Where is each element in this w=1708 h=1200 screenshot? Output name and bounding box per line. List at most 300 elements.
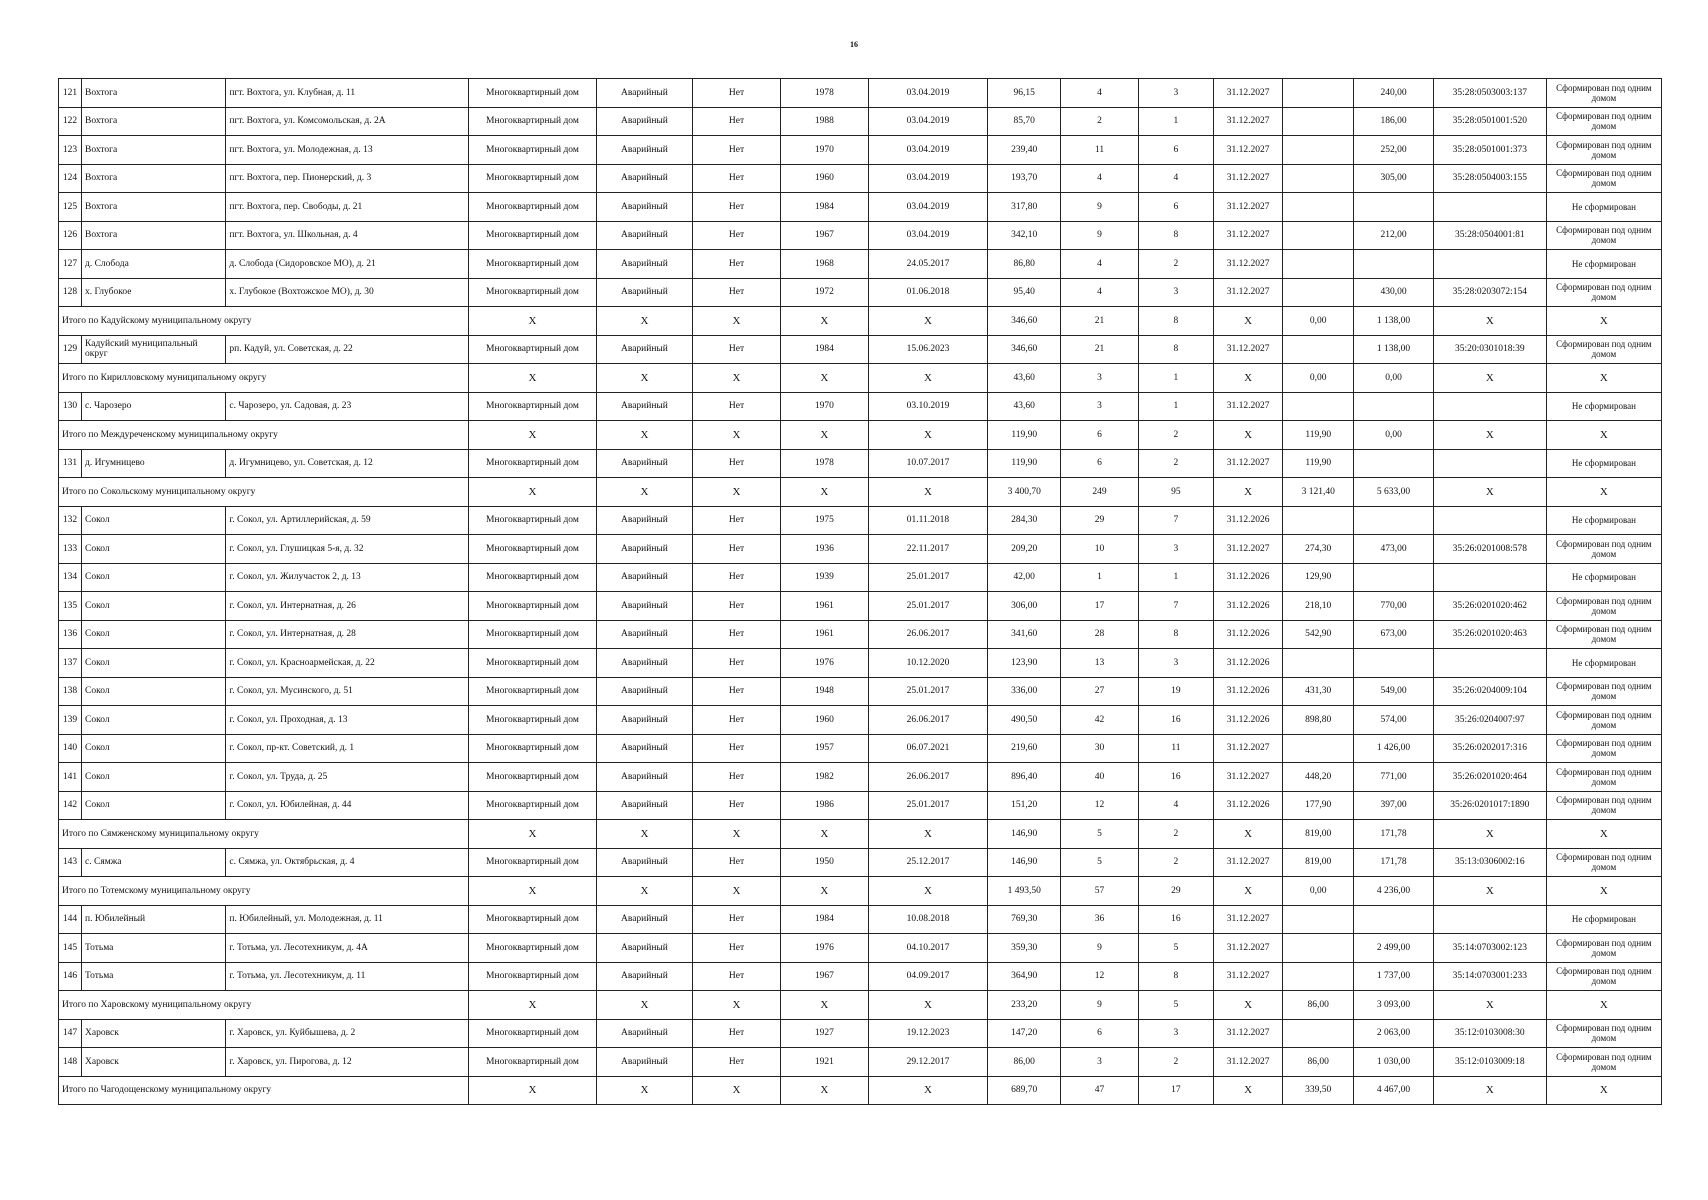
- premises-cell: 16: [1138, 706, 1213, 735]
- value-a-cell: [1283, 221, 1354, 250]
- subtotal-value-a: 119,90: [1283, 421, 1354, 450]
- not-applicable-mark: X: [469, 307, 597, 336]
- not-applicable-mark: X: [693, 1076, 781, 1105]
- residents-cell: 9: [1061, 221, 1138, 250]
- residents-cell: 40: [1061, 763, 1138, 792]
- year-built-cell: 1921: [780, 1048, 868, 1077]
- premises-cell: 6: [1138, 193, 1213, 222]
- deadline-cell: 31.12.2027: [1214, 1048, 1283, 1077]
- status-cell: Аварийный: [596, 1019, 692, 1048]
- not-applicable-mark: X: [868, 307, 987, 336]
- not-applicable-mark: X: [868, 421, 987, 450]
- status-cell: Аварийный: [596, 221, 692, 250]
- building-type-cell: Многоквартирный дом: [469, 535, 597, 564]
- residents-cell: 28: [1061, 620, 1138, 649]
- subtotal-value-a: 3 121,40: [1283, 478, 1354, 507]
- land-plot-status-cell: Сформирован под одним домом: [1546, 221, 1661, 250]
- program-flag-cell: Нет: [693, 79, 781, 108]
- residents-cell: 2: [1061, 107, 1138, 136]
- premises-cell: 2: [1138, 848, 1213, 877]
- area-cell: 341,60: [988, 620, 1061, 649]
- value-a-cell: [1283, 649, 1354, 678]
- value-a-cell: [1283, 506, 1354, 535]
- not-applicable-mark: X: [693, 364, 781, 393]
- status-cell: Аварийный: [596, 791, 692, 820]
- area-cell: 346,60: [988, 335, 1061, 364]
- table-row: [59, 563, 1662, 592]
- deadline-cell: 31.12.2027: [1214, 1019, 1283, 1048]
- recognition-date-cell: 03.04.2019: [868, 79, 987, 108]
- table-row: [59, 934, 1662, 963]
- not-applicable-mark: X: [469, 820, 597, 849]
- recognition-date-cell: 29.12.2017: [868, 1048, 987, 1077]
- cadastral-number-cell: 35:26:0201008:578: [1433, 535, 1546, 564]
- cadastral-number-cell: 35:26:0202017:316: [1433, 734, 1546, 763]
- subtotal-premises: 29: [1138, 877, 1213, 906]
- municipality-cell: п. Юбилейный: [82, 905, 226, 934]
- subtotal-row: [59, 478, 1662, 507]
- subtotal-residents: 47: [1061, 1076, 1138, 1105]
- value-a-cell: [1283, 934, 1354, 963]
- premises-cell: 3: [1138, 278, 1213, 307]
- not-applicable-mark: X: [1214, 421, 1283, 450]
- value-b-cell: [1354, 506, 1434, 535]
- table-row: [59, 848, 1662, 877]
- deadline-cell: 31.12.2027: [1214, 848, 1283, 877]
- land-plot-status-cell: Не сформирован: [1546, 506, 1661, 535]
- building-type-cell: Многоквартирный дом: [469, 164, 597, 193]
- building-type-cell: Многоквартирный дом: [469, 107, 597, 136]
- building-type-cell: Многоквартирный дом: [469, 278, 597, 307]
- deadline-cell: 31.12.2027: [1214, 136, 1283, 165]
- not-applicable-mark: X: [596, 820, 692, 849]
- value-b-cell: 549,00: [1354, 677, 1434, 706]
- value-a-cell: [1283, 107, 1354, 136]
- table-row: [59, 649, 1662, 678]
- status-cell: Аварийный: [596, 706, 692, 735]
- cadastral-number-cell: [1433, 250, 1546, 279]
- premises-cell: 8: [1138, 962, 1213, 991]
- building-type-cell: Многоквартирный дом: [469, 449, 597, 478]
- recognition-date-cell: 26.06.2017: [868, 620, 987, 649]
- building-type-cell: Многоквартирный дом: [469, 221, 597, 250]
- area-cell: 359,30: [988, 934, 1061, 963]
- year-built-cell: 1957: [780, 734, 868, 763]
- value-a-cell: 542,90: [1283, 620, 1354, 649]
- not-applicable-mark: X: [1433, 421, 1546, 450]
- cadastral-number-cell: 35:14:0703002:123: [1433, 934, 1546, 963]
- residents-cell: 17: [1061, 592, 1138, 621]
- area-cell: 86,80: [988, 250, 1061, 279]
- residents-cell: 3: [1061, 392, 1138, 421]
- status-cell: Аварийный: [596, 392, 692, 421]
- building-type-cell: Многоквартирный дом: [469, 734, 597, 763]
- municipality-cell: Тотьма: [82, 934, 226, 963]
- program-flag-cell: Нет: [693, 164, 781, 193]
- program-flag-cell: Нет: [693, 107, 781, 136]
- status-cell: Аварийный: [596, 136, 692, 165]
- premises-cell: 2: [1138, 449, 1213, 478]
- land-plot-status-cell: Сформирован под одним домом: [1546, 535, 1661, 564]
- value-b-cell: 1 030,00: [1354, 1048, 1434, 1077]
- row-number: 128: [59, 278, 82, 307]
- not-applicable-mark: X: [1433, 364, 1546, 393]
- land-plot-status-cell: Сформирован под одним домом: [1546, 791, 1661, 820]
- cadastral-number-cell: 35:12:0103008:30: [1433, 1019, 1546, 1048]
- not-applicable-mark: X: [1214, 877, 1283, 906]
- cadastral-number-cell: 35:28:0203072:154: [1433, 278, 1546, 307]
- building-type-cell: Многоквартирный дом: [469, 649, 597, 678]
- address-cell: пгт. Вохтога, пер. Свободы, д. 21: [226, 193, 469, 222]
- residents-cell: 10: [1061, 535, 1138, 564]
- table-row: [59, 278, 1662, 307]
- residents-cell: 4: [1061, 250, 1138, 279]
- recognition-date-cell: 26.06.2017: [868, 706, 987, 735]
- building-type-cell: Многоквартирный дом: [469, 250, 597, 279]
- not-applicable-mark: X: [693, 478, 781, 507]
- recognition-date-cell: 22.11.2017: [868, 535, 987, 564]
- area-cell: 147,20: [988, 1019, 1061, 1048]
- area-cell: 336,00: [988, 677, 1061, 706]
- subtotal-row: [59, 364, 1662, 393]
- land-plot-status-cell: Сформирован под одним домом: [1546, 592, 1661, 621]
- municipality-cell: Сокол: [82, 592, 226, 621]
- row-number: 131: [59, 449, 82, 478]
- row-number: 123: [59, 136, 82, 165]
- recognition-date-cell: 25.01.2017: [868, 791, 987, 820]
- cadastral-number-cell: 35:26:0204009:104: [1433, 677, 1546, 706]
- subtotal-value-b: 171,78: [1354, 820, 1434, 849]
- subtotal-area: 43,60: [988, 364, 1061, 393]
- premises-cell: 5: [1138, 934, 1213, 963]
- land-plot-status-cell: Не сформирован: [1546, 193, 1661, 222]
- subtotal-area: 3 400,70: [988, 478, 1061, 507]
- municipality-cell: Сокол: [82, 535, 226, 564]
- deadline-cell: 31.12.2027: [1214, 535, 1283, 564]
- municipality-cell: Харовск: [82, 1019, 226, 1048]
- value-b-cell: [1354, 649, 1434, 678]
- program-flag-cell: Нет: [693, 335, 781, 364]
- municipality-cell: Вохтога: [82, 136, 226, 165]
- subtotal-residents: 9: [1061, 991, 1138, 1020]
- address-cell: г. Харовск, ул. Пирогова, д. 12: [226, 1048, 469, 1077]
- status-cell: Аварийный: [596, 763, 692, 792]
- year-built-cell: 1986: [780, 791, 868, 820]
- subtotal-value-b: 0,00: [1354, 364, 1434, 393]
- value-b-cell: 252,00: [1354, 136, 1434, 165]
- land-plot-status-cell: Сформирован под одним домом: [1546, 962, 1661, 991]
- value-b-cell: 770,00: [1354, 592, 1434, 621]
- subtotal-premises: 1: [1138, 364, 1213, 393]
- residents-cell: 5: [1061, 848, 1138, 877]
- value-a-cell: [1283, 335, 1354, 364]
- subtotal-value-b: 0,00: [1354, 421, 1434, 450]
- land-plot-status-cell: Сформирован под одним домом: [1546, 706, 1661, 735]
- row-number: 125: [59, 193, 82, 222]
- table-row: [59, 763, 1662, 792]
- table-row: [59, 221, 1662, 250]
- residents-cell: 11: [1061, 136, 1138, 165]
- program-flag-cell: Нет: [693, 535, 781, 564]
- year-built-cell: 1936: [780, 535, 868, 564]
- subtotal-area: 1 493,50: [988, 877, 1061, 906]
- deadline-cell: 31.12.2027: [1214, 107, 1283, 136]
- municipality-cell: Сокол: [82, 677, 226, 706]
- status-cell: Аварийный: [596, 193, 692, 222]
- year-built-cell: 1970: [780, 136, 868, 165]
- land-plot-status-cell: Сформирован под одним домом: [1546, 136, 1661, 165]
- not-applicable-mark: X: [1433, 877, 1546, 906]
- not-applicable-mark: X: [1546, 820, 1661, 849]
- subtotal-residents: 5: [1061, 820, 1138, 849]
- residents-cell: 4: [1061, 278, 1138, 307]
- not-applicable-mark: X: [1546, 1076, 1661, 1105]
- address-cell: г. Сокол, ул. Интернатная, д. 26: [226, 592, 469, 621]
- status-cell: Аварийный: [596, 677, 692, 706]
- subtotal-area: 119,90: [988, 421, 1061, 450]
- municipality-cell: Сокол: [82, 506, 226, 535]
- area-cell: 209,20: [988, 535, 1061, 564]
- status-cell: Аварийный: [596, 449, 692, 478]
- status-cell: Аварийный: [596, 848, 692, 877]
- year-built-cell: 1975: [780, 506, 868, 535]
- subtotal-value-a: 0,00: [1283, 364, 1354, 393]
- recognition-date-cell: 03.04.2019: [868, 164, 987, 193]
- area-cell: 193,70: [988, 164, 1061, 193]
- address-cell: г. Харовск, ул. Куйбышева, д. 2: [226, 1019, 469, 1048]
- subtotal-value-b: 5 633,00: [1354, 478, 1434, 507]
- municipality-cell: Сокол: [82, 620, 226, 649]
- table-row: [59, 620, 1662, 649]
- year-built-cell: 1970: [780, 392, 868, 421]
- municipality-cell: д. Слобода: [82, 250, 226, 279]
- table-row: [59, 791, 1662, 820]
- cadastral-number-cell: [1433, 506, 1546, 535]
- year-built-cell: 1927: [780, 1019, 868, 1048]
- deadline-cell: 31.12.2027: [1214, 934, 1283, 963]
- subtotal-premises: 95: [1138, 478, 1213, 507]
- subtotal-residents: 3: [1061, 364, 1138, 393]
- value-b-cell: 574,00: [1354, 706, 1434, 735]
- year-built-cell: 1960: [780, 164, 868, 193]
- cadastral-number-cell: [1433, 449, 1546, 478]
- program-flag-cell: Нет: [693, 962, 781, 991]
- deadline-cell: 31.12.2026: [1214, 592, 1283, 621]
- address-cell: г. Сокол, ул. Проходная, д. 13: [226, 706, 469, 735]
- table-row: [59, 905, 1662, 934]
- premises-cell: 6: [1138, 136, 1213, 165]
- status-cell: Аварийный: [596, 905, 692, 934]
- deadline-cell: 31.12.2027: [1214, 250, 1283, 279]
- land-plot-status-cell: Не сформирован: [1546, 449, 1661, 478]
- program-flag-cell: Нет: [693, 136, 781, 165]
- building-type-cell: Многоквартирный дом: [469, 392, 597, 421]
- status-cell: Аварийный: [596, 278, 692, 307]
- year-built-cell: 1967: [780, 962, 868, 991]
- recognition-date-cell: 25.12.2017: [868, 848, 987, 877]
- premises-cell: 4: [1138, 791, 1213, 820]
- land-plot-status-cell: Не сформирован: [1546, 905, 1661, 934]
- value-b-cell: [1354, 449, 1434, 478]
- status-cell: Аварийный: [596, 1048, 692, 1077]
- row-number: 130: [59, 392, 82, 421]
- land-plot-status-cell: Не сформирован: [1546, 563, 1661, 592]
- row-number: 126: [59, 221, 82, 250]
- municipality-cell: Вохтога: [82, 164, 226, 193]
- municipality-cell: с. Чарозеро: [82, 392, 226, 421]
- subtotal-label: Итого по Кирилловскому муниципальному округу: [59, 364, 469, 393]
- area-cell: 151,20: [988, 791, 1061, 820]
- recognition-date-cell: 01.06.2018: [868, 278, 987, 307]
- recognition-date-cell: 10.08.2018: [868, 905, 987, 934]
- municipality-cell: Вохтога: [82, 221, 226, 250]
- municipality-cell: Харовск: [82, 1048, 226, 1077]
- municipality-cell: д. Игумницево: [82, 449, 226, 478]
- address-cell: г. Тотьма, ул. Лесотехникум, д. 11: [226, 962, 469, 991]
- program-flag-cell: Нет: [693, 734, 781, 763]
- row-number: 134: [59, 563, 82, 592]
- not-applicable-mark: X: [780, 307, 868, 336]
- table-row: [59, 392, 1662, 421]
- area-cell: 96,15: [988, 79, 1061, 108]
- subtotal-residents: 249: [1061, 478, 1138, 507]
- address-cell: рп. Кадуй, ул. Советская, д. 22: [226, 335, 469, 364]
- program-flag-cell: Нет: [693, 1048, 781, 1077]
- value-a-cell: [1283, 962, 1354, 991]
- subtotal-residents: 21: [1061, 307, 1138, 336]
- building-type-cell: Многоквартирный дом: [469, 592, 597, 621]
- row-number: 137: [59, 649, 82, 678]
- value-a-cell: 898,80: [1283, 706, 1354, 735]
- value-a-cell: 177,90: [1283, 791, 1354, 820]
- municipality-cell: Вохтога: [82, 79, 226, 108]
- recognition-date-cell: 03.04.2019: [868, 136, 987, 165]
- area-cell: 95,40: [988, 278, 1061, 307]
- land-plot-status-cell: Сформирован под одним домом: [1546, 620, 1661, 649]
- year-built-cell: 1972: [780, 278, 868, 307]
- table-row: [59, 1019, 1662, 1048]
- address-cell: с. Чарозеро, ул. Садовая, д. 23: [226, 392, 469, 421]
- address-cell: г. Сокол, ул. Интернатная, д. 28: [226, 620, 469, 649]
- area-cell: 284,30: [988, 506, 1061, 535]
- subtotal-residents: 57: [1061, 877, 1138, 906]
- status-cell: Аварийный: [596, 164, 692, 193]
- area-cell: 239,40: [988, 136, 1061, 165]
- status-cell: Аварийный: [596, 79, 692, 108]
- area-cell: 306,00: [988, 592, 1061, 621]
- residents-cell: 6: [1061, 449, 1138, 478]
- row-number: 121: [59, 79, 82, 108]
- building-type-cell: Многоквартирный дом: [469, 193, 597, 222]
- building-type-cell: Многоквартирный дом: [469, 706, 597, 735]
- building-type-cell: Многоквартирный дом: [469, 136, 597, 165]
- not-applicable-mark: X: [1546, 478, 1661, 507]
- address-cell: х. Глубокое (Вохтожское МО), д. 30: [226, 278, 469, 307]
- value-a-cell: 274,30: [1283, 535, 1354, 564]
- table-row: [59, 506, 1662, 535]
- not-applicable-mark: X: [1546, 991, 1661, 1020]
- program-flag-cell: Нет: [693, 221, 781, 250]
- not-applicable-mark: X: [1546, 877, 1661, 906]
- premises-cell: 3: [1138, 1019, 1213, 1048]
- year-built-cell: 1939: [780, 563, 868, 592]
- building-type-cell: Многоквартирный дом: [469, 620, 597, 649]
- subtotal-value-b: 4 467,00: [1354, 1076, 1434, 1105]
- not-applicable-mark: X: [1214, 307, 1283, 336]
- value-b-cell: 305,00: [1354, 164, 1434, 193]
- municipality-cell: Вохтога: [82, 193, 226, 222]
- status-cell: Аварийный: [596, 107, 692, 136]
- status-cell: Аварийный: [596, 592, 692, 621]
- not-applicable-mark: X: [868, 364, 987, 393]
- value-b-cell: 1 737,00: [1354, 962, 1434, 991]
- land-plot-status-cell: Не сформирован: [1546, 649, 1661, 678]
- area-cell: 119,90: [988, 449, 1061, 478]
- program-flag-cell: Нет: [693, 193, 781, 222]
- not-applicable-mark: X: [469, 991, 597, 1020]
- not-applicable-mark: X: [1546, 364, 1661, 393]
- status-cell: Аварийный: [596, 934, 692, 963]
- deadline-cell: 31.12.2027: [1214, 164, 1283, 193]
- row-number: 141: [59, 763, 82, 792]
- program-flag-cell: Нет: [693, 278, 781, 307]
- address-cell: г. Сокол, ул. Труда, д. 25: [226, 763, 469, 792]
- deadline-cell: 31.12.2027: [1214, 449, 1283, 478]
- value-b-cell: 397,00: [1354, 791, 1434, 820]
- year-built-cell: 1976: [780, 649, 868, 678]
- subtotal-label: Итого по Сямженскому муниципальному округу: [59, 820, 469, 849]
- area-cell: 490,50: [988, 706, 1061, 735]
- municipality-cell: Тотьма: [82, 962, 226, 991]
- value-a-cell: 86,00: [1283, 1048, 1354, 1077]
- address-cell: пгт. Вохтога, ул. Молодежная, д. 13: [226, 136, 469, 165]
- building-type-cell: Многоквартирный дом: [469, 962, 597, 991]
- deadline-cell: 31.12.2027: [1214, 79, 1283, 108]
- not-applicable-mark: X: [1546, 421, 1661, 450]
- not-applicable-mark: X: [693, 877, 781, 906]
- register-body: [59, 79, 1662, 1105]
- housing-register-table: [58, 78, 1662, 1105]
- value-a-cell: 129,90: [1283, 563, 1354, 592]
- status-cell: Аварийный: [596, 734, 692, 763]
- building-type-cell: Многоквартирный дом: [469, 905, 597, 934]
- subtotal-row: [59, 991, 1662, 1020]
- address-cell: г. Сокол, ул. Артиллерийская, д. 59: [226, 506, 469, 535]
- cadastral-number-cell: 35:26:0204007:97: [1433, 706, 1546, 735]
- building-type-cell: Многоквартирный дом: [469, 1019, 597, 1048]
- address-cell: пгт. Вохтога, пер. Пионерский, д. 3: [226, 164, 469, 193]
- premises-cell: 8: [1138, 221, 1213, 250]
- table-row: [59, 706, 1662, 735]
- cadastral-number-cell: 35:28:0501001:373: [1433, 136, 1546, 165]
- not-applicable-mark: X: [596, 364, 692, 393]
- row-number: 140: [59, 734, 82, 763]
- subtotal-row: [59, 421, 1662, 450]
- subtotal-value-a: 819,00: [1283, 820, 1354, 849]
- recognition-date-cell: 26.06.2017: [868, 763, 987, 792]
- recognition-date-cell: 04.10.2017: [868, 934, 987, 963]
- residents-cell: 4: [1061, 79, 1138, 108]
- recognition-date-cell: 03.10.2019: [868, 392, 987, 421]
- table-row: [59, 335, 1662, 364]
- not-applicable-mark: X: [1214, 364, 1283, 393]
- residents-cell: 12: [1061, 962, 1138, 991]
- address-cell: пгт. Вохтога, ул. Комсомольская, д. 2А: [226, 107, 469, 136]
- residents-cell: 4: [1061, 164, 1138, 193]
- deadline-cell: 31.12.2027: [1214, 193, 1283, 222]
- not-applicable-mark: X: [693, 307, 781, 336]
- row-number: 144: [59, 905, 82, 934]
